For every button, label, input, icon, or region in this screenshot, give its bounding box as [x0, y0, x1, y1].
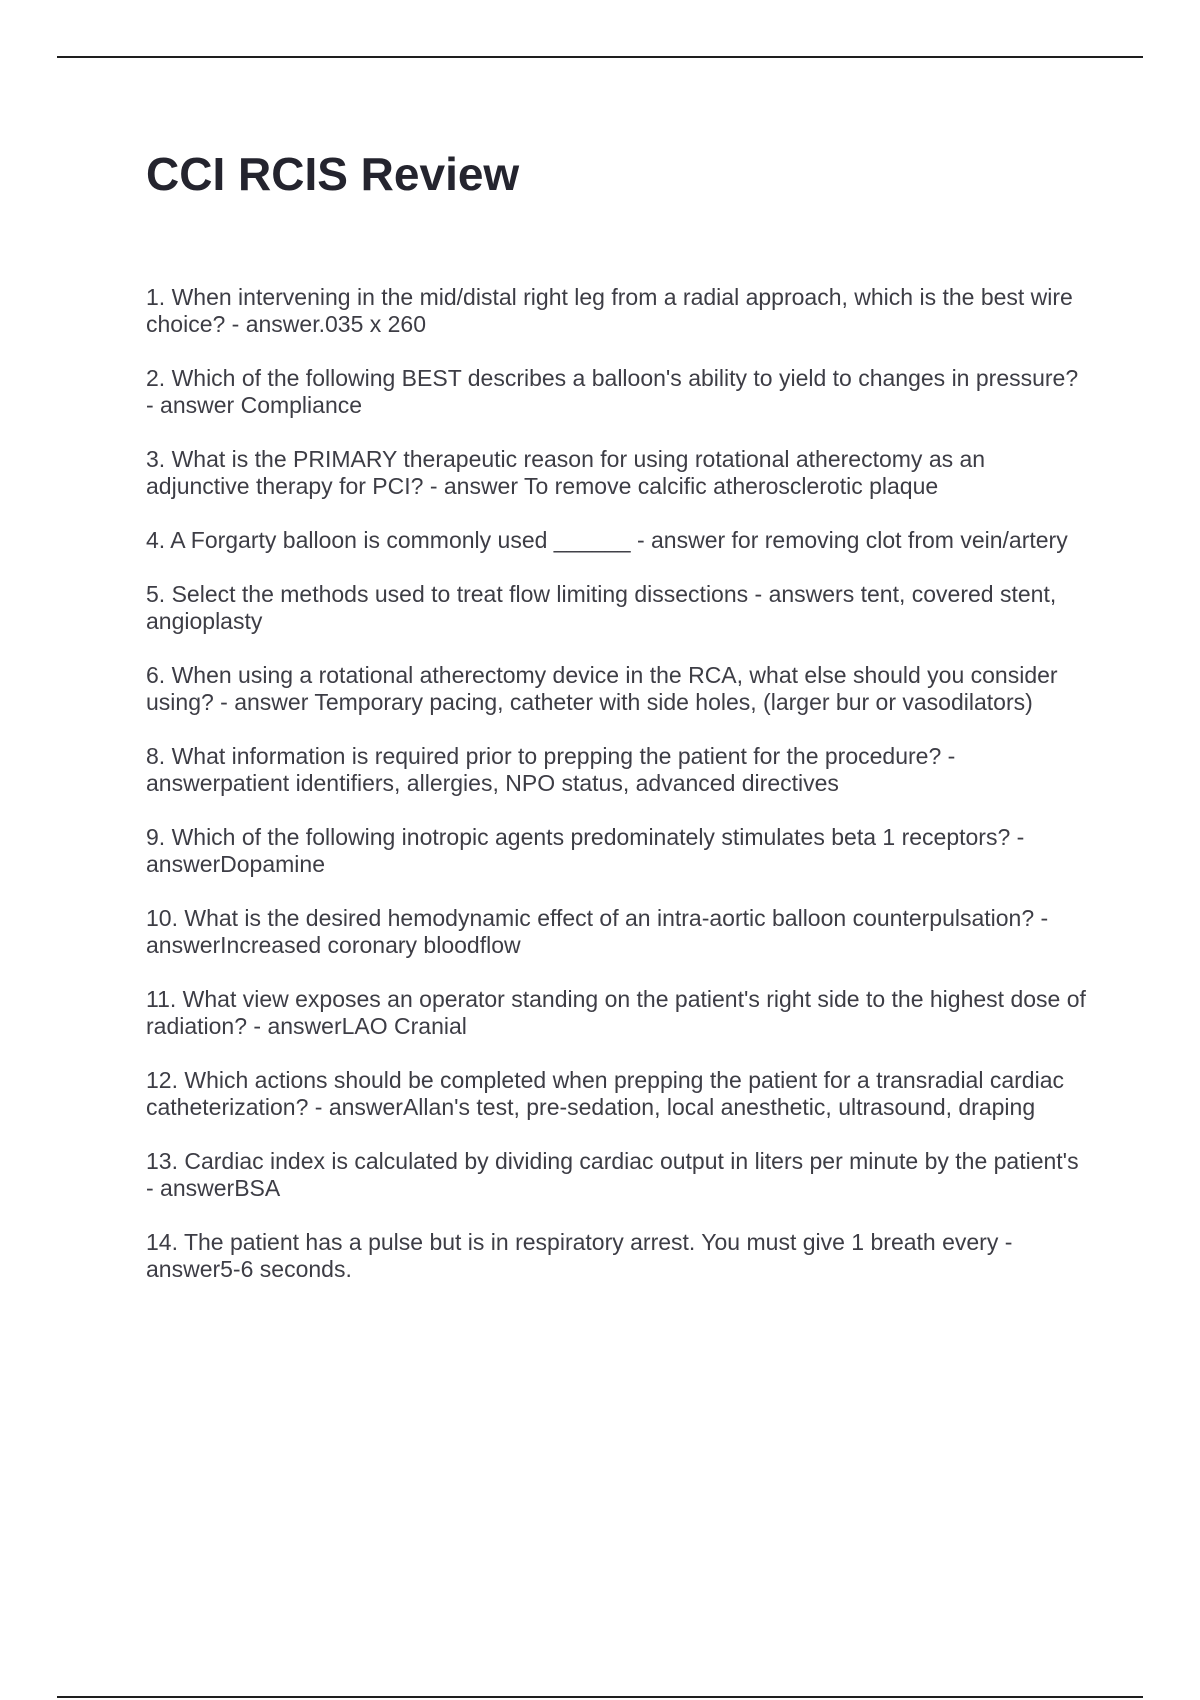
header-rule — [57, 56, 1143, 58]
question-item-12: 12. Which actions should be completed when prepping the patient for a transradial cardiac catheterization? - answerAllan's test, pre-sedation, local anesthetic, ultrasound, draping — [146, 1067, 1064, 1120]
question-item-4: 4. A Forgarty balloon is commonly used ______ - answer for removing clot from vein/artery — [146, 527, 1068, 553]
question-item-8: 8. What information is required prior to prepping the patient for the procedure? - answerpatient identifiers, allergies, NPO status, advanced directives — [146, 743, 956, 796]
question-item-10: 10. What is the desired hemodynamic effect of an intra-aortic balloon counterpulsation? - answerIncreased coronary bloodflow — [146, 905, 1049, 958]
question-item-6: 6. When using a rotational atherectomy device in the RCA, what else should you consider using? - answer Temporary pacing, catheter with side holes, (larger bur or vasodilators) — [146, 662, 1058, 715]
question-item-11: 11. What view exposes an operator standing on the patient's right side to the highest dose of radiation? - answerLAO Cranial — [146, 986, 1086, 1039]
footer-rule — [57, 1696, 1143, 1698]
question-item-2: 2. Which of the following BEST describes a balloon's ability to yield to changes in pressure? - answer Compliance — [146, 365, 1079, 418]
question-item-3: 3. What is the PRIMARY therapeutic reason for using rotational atherectomy as an adjunctive therapy for PCI? - answer To remove calcific atherosclerotic plaque — [146, 446, 986, 499]
question-item-14: 14. The patient has a pulse but is in respiratory arrest. You must give 1 breath every - answer5-6 seconds. — [146, 1229, 1013, 1282]
question-item-13: 13. Cardiac index is calculated by dividing cardiac output in liters per minute by the patient's - answerBSA — [146, 1148, 1079, 1201]
question-item-9: 9. Which of the following inotropic agents predominately stimulates beta 1 receptors? - answerDopamine — [146, 824, 1025, 877]
document-title: CCI RCIS Review — [146, 148, 520, 200]
question-item-5: 5. Select the methods used to treat flow limiting dissections - answers tent, covered stent, angioplasty — [146, 581, 1057, 634]
question-list — [146, 284, 1086, 1310]
question-item-1: 1. When intervening in the mid/distal right leg from a radial approach, which is the best wire choice? - answer.035 x 260 — [146, 284, 1073, 337]
